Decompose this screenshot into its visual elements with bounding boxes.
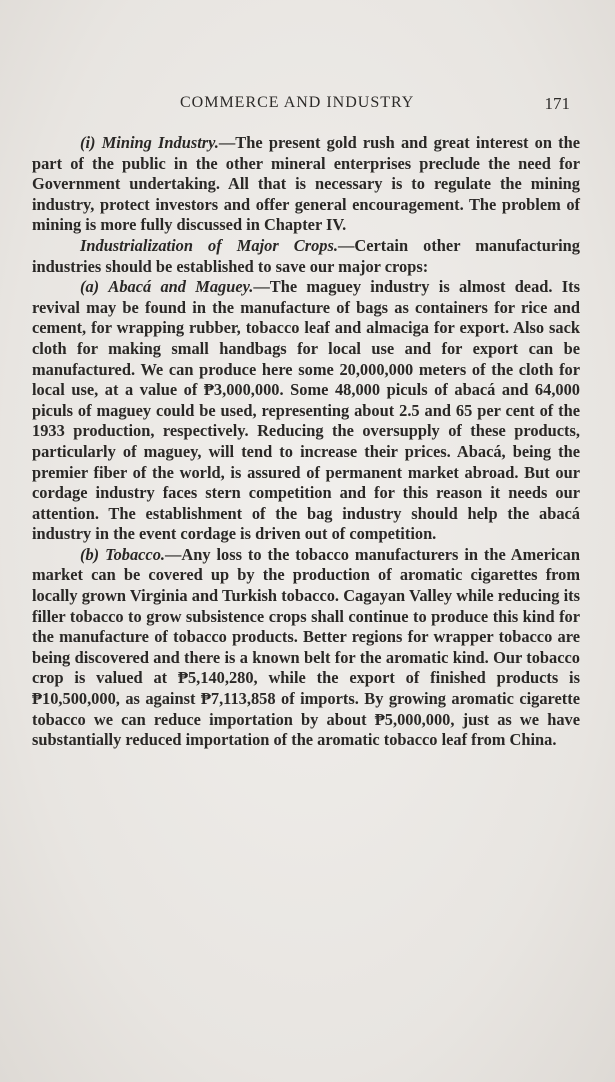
- paragraph-heading: Industrialization of Major Crops.: [80, 235, 338, 255]
- body-text: [32, 133, 580, 751]
- page-header: [70, 94, 570, 118]
- paragraph-heading: Mining Industry.: [101, 133, 219, 152]
- paragraph-text: The maguey industry is almost dead. Its revival may be found in the manufacture of bags as containers for rice and cement, for wrapping rubber, tobacco leaf and almaciga for export. Also sack cloth for making small handbags for local use and for export can be manufactured. We can produce here some 20,000,000 meters of the cloth for local use, at a value of ₱3,000,000. Some 48,000 piculs of abacá and 64,000 piculs of maguey could be used, representing about 2.5 and 65 per cent of the 1933 production, respectively. Reducing the oversupply of these products, particularly of maguey, will tend to increase their prices. Abacá, being the premier fiber of the world, is assured of permanent market abroad. But our cordage industry faces stern competition and for this reason it needs our attention. The establishment of the bag industry should help the abacá industry in the event cordage is driven out of competition.: [32, 277, 580, 544]
- paragraph-heading: Tobacco.: [105, 544, 165, 564]
- paragraph-text: Any loss to the tobacco manufacturers in the American market can be covered up by the production of aromatic cigarettes from locally grown Virginia and Turkish tobacco. Cagayan Valley while reducing its filler tobacco to grow subsistence crops shall continue to produce this kind for the manufacture of tobacco products. Better regions for wrapper tobacco are being discovered and there is a known belt for the aromatic kind. Our tobacco crop is valued at ₱5,140,280, while the export of finished products is ₱10,500,000, as against ₱7,113,858 of imports. By growing aromatic cigarette tobacco we can reduce importation by about ₱5,000,000, just as we have substantially reduced importation of the aromatic tobacco leaf from China.: [32, 544, 580, 750]
- page-number: 171: [544, 94, 570, 113]
- paragraph-heading: Abacá and Maguey.: [108, 277, 254, 297]
- paragraph-text: Certain other manufacturing industries should be established to save our major crops:: [32, 235, 580, 276]
- paragraph-label: (b): [80, 544, 100, 564]
- paragraph-label: (i): [80, 133, 96, 152]
- paragraph-industrialization: Industrialization of Major Crops.—Certain other manufacturing industries should be established to save our major crops:: [32, 235, 580, 276]
- paragraph-label: (a): [80, 277, 100, 297]
- paragraph-tobacco: (b) Tobacco.—Any loss to the tobacco manufacturers in the American market can be covered up by the production of aromatic cigarettes from locally grown Virginia and Turkish tobacco. Cagayan Valley while reducing its filler tobacco to grow subsistence crops shall continue to produce this kind for the manufacture of tobacco products. Better regions for wrapper tobacco are being discovered and there is a known belt for the aromatic kind. Our tobacco crop is valued at ₱5,140,280, while the export of finished products is ₱10,500,000, as against ₱7,113,858 of imports. By growing aromatic cigarette tobacco we can reduce importation by about ₱5,000,000, just as we have substantially reduced importation of the aromatic tobacco leaf from China.: [32, 544, 580, 750]
- paragraph-mining: (i) Mining Industry.—The present gold rush and great interest on the part of the public in the other mineral enterprises preclude the need for Government undertaking. All that is necessary is to regulate the mining industry, protect investors and offer general encouragement. The problem of mining is more fully discussed in Chapter IV.: [32, 133, 580, 235]
- paragraph-text: The present gold rush and great interest on the part of the public in the other mineral enterprises preclude the need for Government undertaking. All that is necessary is to regulate the mining industry, protect investors and offer general encouragement. The problem of mining is more fully discussed in Chapter IV.: [32, 133, 580, 235]
- running-head: COMMERCE AND INDUSTRY: [180, 94, 415, 111]
- paragraph-abaca-maguey: (a) Abacá and Maguey.—The maguey industry is almost dead. Its revival may be found in the manufacture of bags as containers for rice and cement, for wrapping rubber, tobacco leaf and almaciga for export. Also sack cloth for making small handbags for local use and for export can be manufactured. We can produce here some 20,000,000 meters of the cloth for local use, at a value of ₱3,000,000. Some 48,000 piculs of abacá and 64,000 piculs of maguey could be used, representing about 2.5 and 65 per cent of the 1933 production, respectively. Reducing the oversupply of these products, particularly of maguey, will tend to increase their prices. Abacá, being the premier fiber of the world, is assured of permanent market abroad. But our cordage industry faces stern competition and for this reason it needs our attention. The establishment of the bag industry should help the abacá industry in the event cordage is driven out of competition.: [32, 277, 580, 544]
